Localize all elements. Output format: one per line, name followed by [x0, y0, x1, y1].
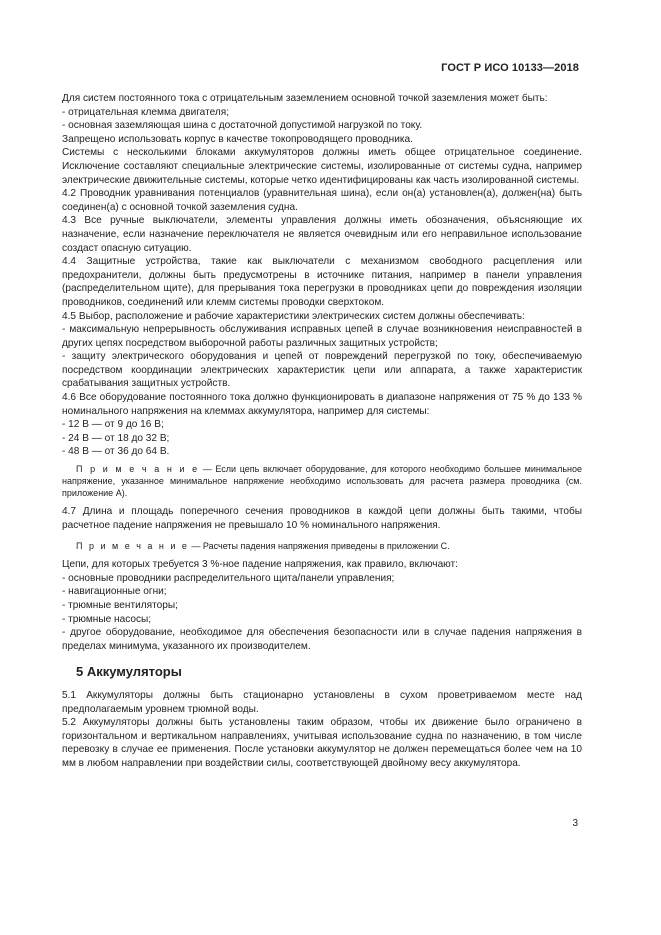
clause-4-3: 4.3 Все ручные выключатели, элементы управления должны иметь обозначения, объясняющие их назначение, если назначение переключателя не является очевидным или его неправильное использование создаст опасную ситуацию.: [62, 215, 582, 254]
list-item: - защиту электрического оборудования и цепей от повреждений перегрузкой по току, обеспечиваемую посредством координации электрических характеристик цепи или аппарата, а также характеристик срабатывания защитных устройств.: [62, 351, 582, 390]
list-item: - 24 В — от 18 до 32 В;: [62, 432, 170, 444]
clause-5-1: 5.1 Аккумуляторы должны быть стационарно установлены в сухом проветриваемом месте над предполагаемым уровнем трюмной воды.: [62, 689, 582, 715]
paragraph: Для систем постоянного тока с отрицательным заземлением основной точкой заземления может быть:: [62, 93, 548, 104]
paragraph: Системы с несколькими блоками аккумуляторов должны иметь общее отрицательное соединение. Исключение составляют специальные электрические системы, изолированные от системы судна, например электрические движительные системы, которые четко идентифицированы как часть изолированной системы.: [62, 147, 582, 186]
list-item: - 12 В — от 9 до 16 В;: [62, 419, 164, 431]
document-body: [62, 92, 582, 771]
paragraph: Запрещено использовать корпус в качестве токопроводящего проводника.: [62, 133, 413, 145]
list-item: - максимальную непрерывность обслуживания исправных цепей в случае возникновения неисправностей в других цепях посредством выборочной работы различных защитных устройств;: [62, 324, 582, 349]
list-item: - другое оборудование, необходимое для обеспечения безопасности или в случае падения напряжения в пределах минимума, указанного их производителем.: [62, 627, 582, 652]
list-item: - трюмные вентиляторы;: [62, 600, 178, 611]
clause-5-2: 5.2 Аккумуляторы должны быть установлены таким образом, чтобы их движение было ограничено в горизонтальном и вертикальном направлениях, учитывая использование судна по назначению, в том числе перевозку в случае ее применения. После установки аккумулятор не должен перемещаться более чем на 10 мм в любом направлении при воздействии силы, соответствующей двойному весу аккумулятора.: [62, 717, 582, 769]
standard-header: ГОСТ Р ИСО 10133—2018: [441, 62, 579, 74]
clause-4-7: 4.7 Длина и площадь поперечного сечения проводников в каждой цепи должны быть такими, чтобы расчетное падение напряжения не превышало 10 % номинального напряжения.: [62, 506, 582, 531]
list-item: - основная заземляющая шина с достаточной допустимой нагрузкой по току.: [62, 120, 423, 132]
note-label: П р и м е ч а н и е: [76, 541, 189, 552]
note-label: П р и м е ч а н и е: [76, 464, 200, 475]
note: [62, 463, 582, 499]
note-text: — Если цепь включает оборудование, для которого необходимо большее минимальное напряжение, указанное минимальное напряжение необходимо использовать для расчета размера проводника (см. приложение А).: [62, 464, 582, 499]
list-item: - трюмные насосы;: [62, 613, 152, 625]
note: [62, 540, 582, 552]
list-item: - основные проводники распределительного щита/панели управления;: [62, 572, 395, 584]
clause-4-6: 4.6 Все оборудование постоянного тока должно функционировать в диапазоне напряжения от 75 % до 133 % номинального напряжения на клеммах аккумулятора, например для системы:: [62, 392, 582, 417]
note-text: — Расчеты падения напряжения приведены в приложении С.: [188, 541, 450, 552]
paragraph: Цепи, для которых требуется 3 %-ное падение напряжения, как правило, включают:: [62, 559, 458, 571]
section-title: 5 Аккумуляторы: [76, 664, 182, 680]
page-number: 3: [572, 818, 578, 829]
list-item: - 48 В — от 36 до 64 В.: [62, 446, 170, 458]
clause-4-5: 4.5 Выбор, расположение и рабочие характеристики электрических систем должны обеспечивать:: [62, 310, 525, 322]
clause-4-2: 4.2 Проводник уравнивания потенциалов (уравнительная шина), если он(а) установлен(а), должен(на) быть соединен(а) с основной точкой заземления судна.: [62, 188, 582, 213]
list-item: - навигационные огни;: [62, 586, 167, 598]
list-item: - отрицательная клемма двигателя;: [62, 106, 230, 118]
clause-4-4: 4.4 Защитные устройства, такие как выключатели с механизмом свободного расцепления или предохранители, должны быть предусмотрены в источнике питания, например в панели управления (распределительном щите), для прерывания тока перегрузки в проводниках цепи до повреждения изоляции проводников, соединений или клемм системы проводки сверхтоком.: [62, 256, 582, 308]
